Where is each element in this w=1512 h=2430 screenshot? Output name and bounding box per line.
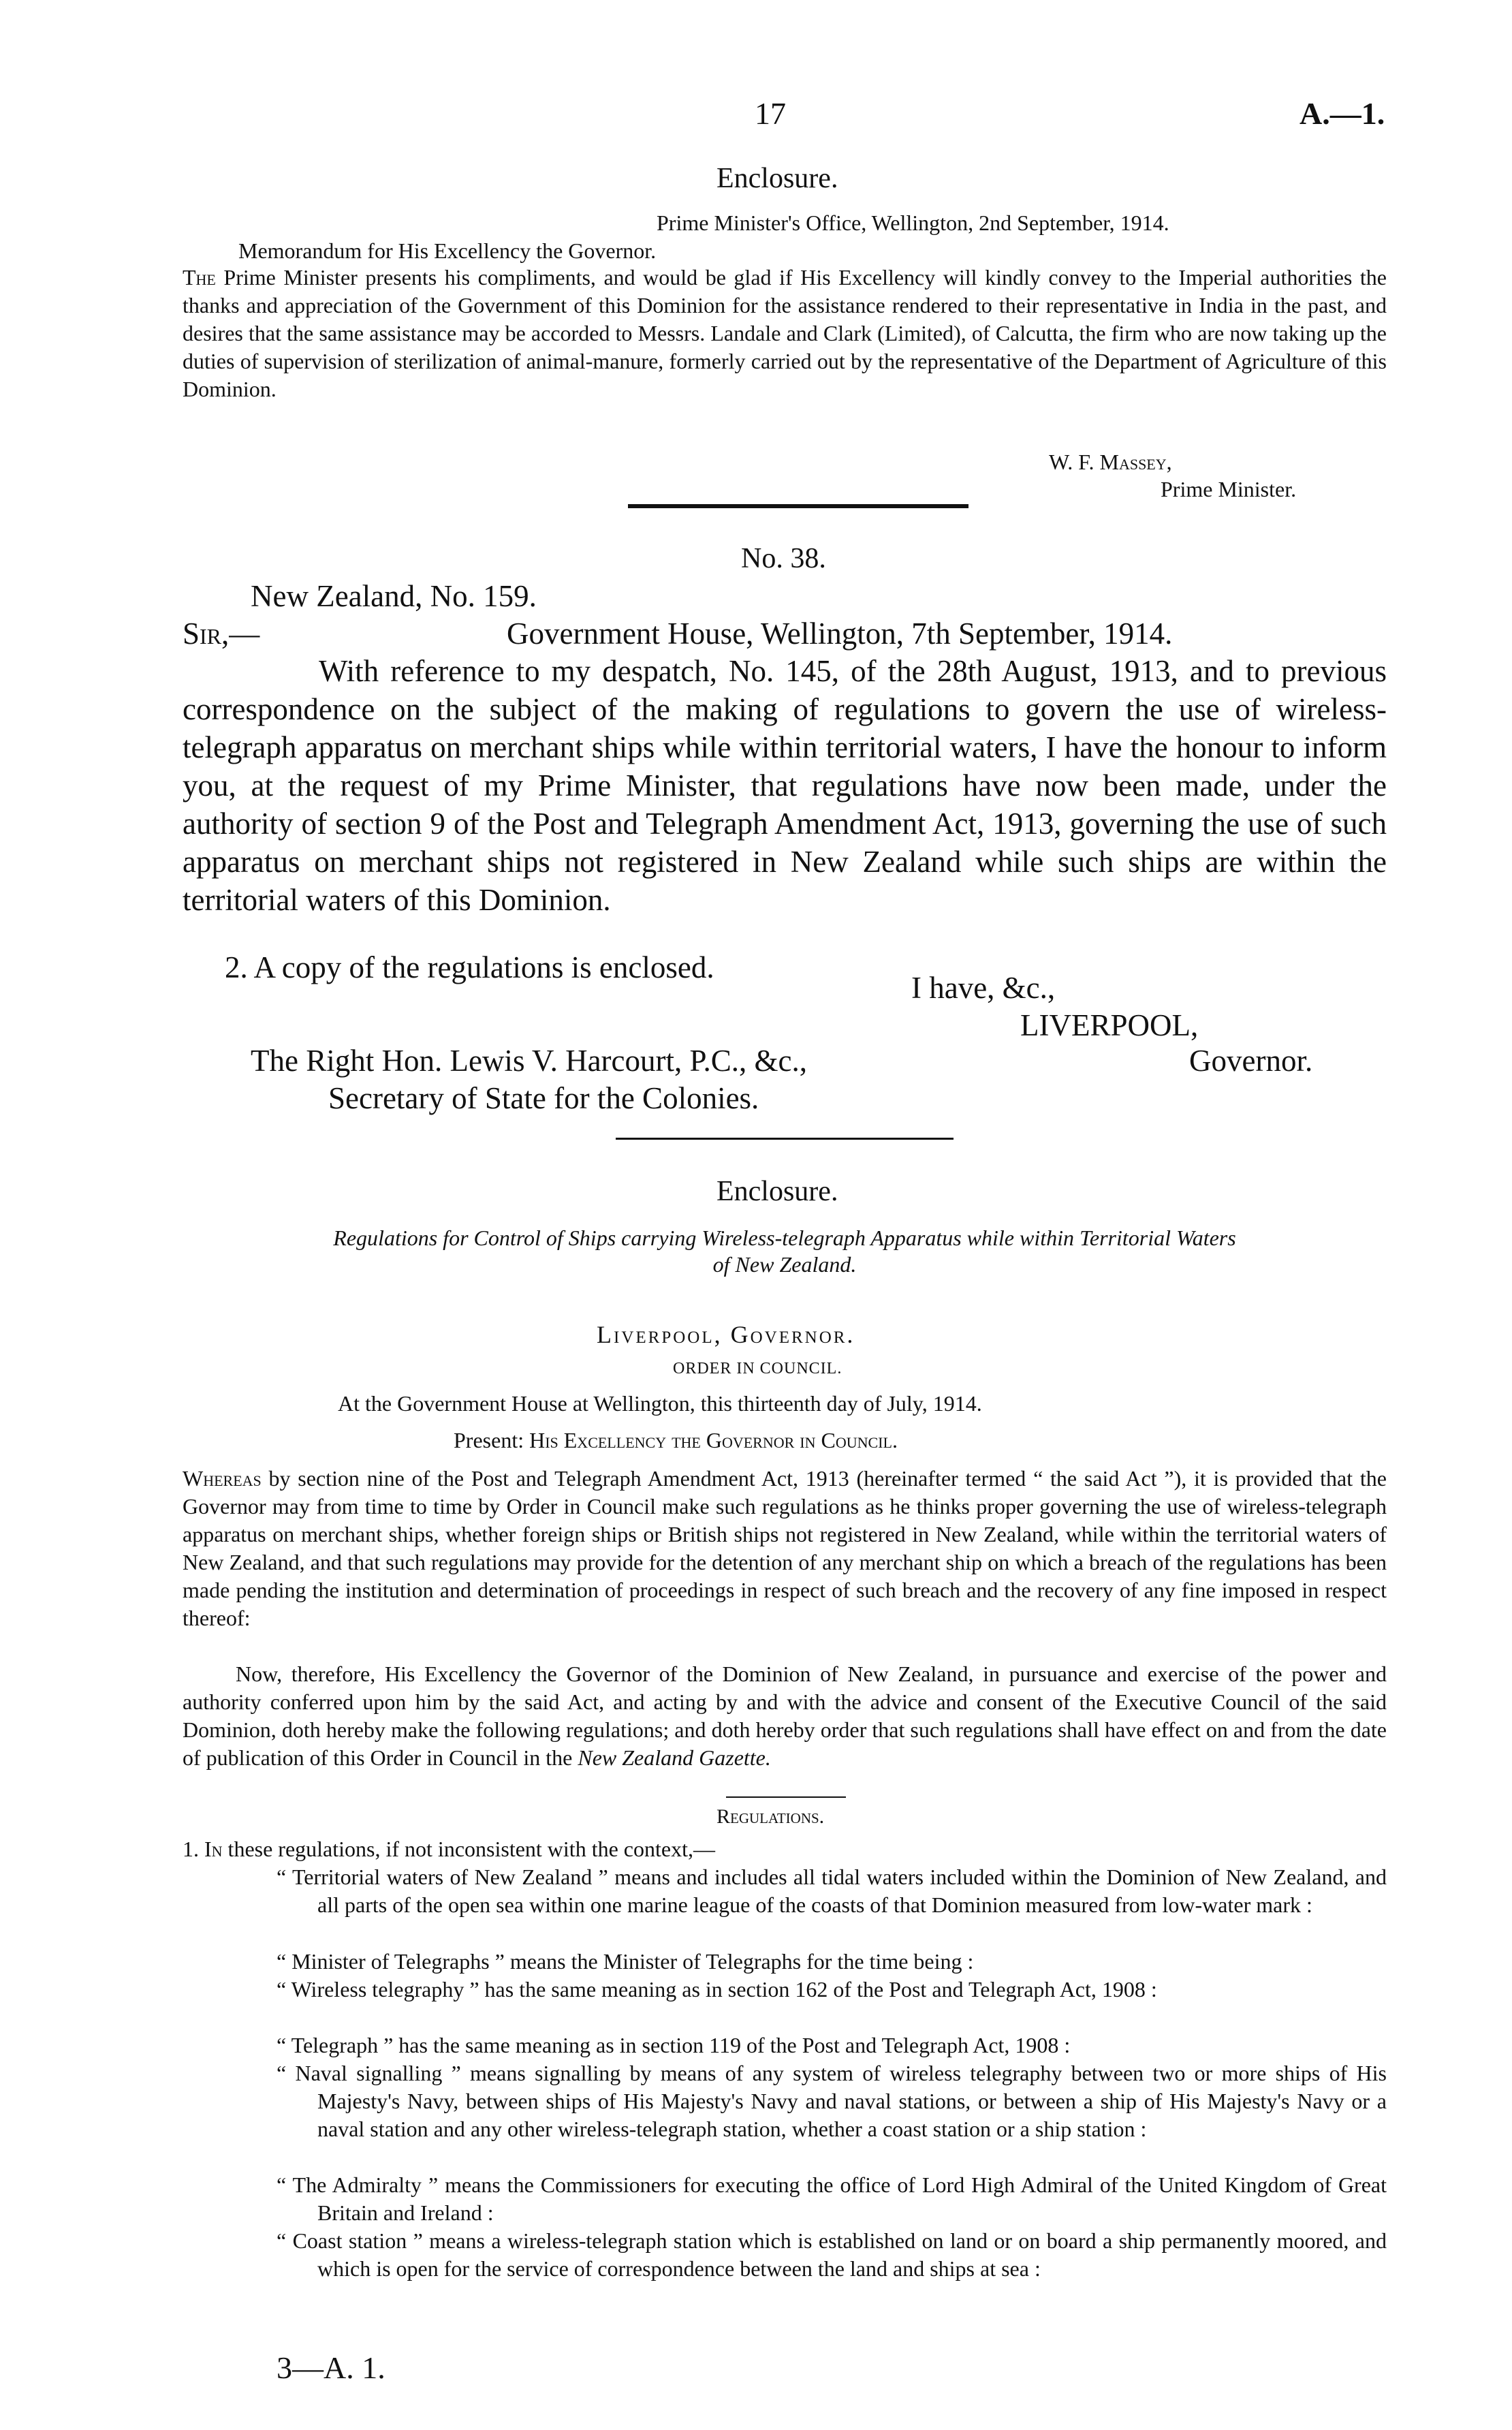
- memo-recipient: Memorandum for His Excellency the Governor.: [238, 238, 657, 263]
- enclosure-title-1: Enclosure.: [716, 163, 838, 194]
- signatory-liverpool: LIVERPOOL,: [1020, 1008, 1199, 1042]
- present-line: [454, 1427, 898, 1454]
- closing-phrase: I have, &c.,: [911, 971, 1056, 1005]
- definition-naval-signalling: “ Naval signalling ” means signalling by means of any system of wireless telegraphy between two or more ships of His Majesty's Navy, between ships of His Majesty's Navy and naval stations, or between a ship of His Majesty's Navy or a naval station and any other wireless-telegraph station, whether a coast station or a ship station :: [277, 2061, 1387, 2141]
- signature-title-prime-minister: Prime Minister.: [1161, 477, 1297, 501]
- enclosure-title-2: Enclosure.: [716, 1176, 838, 1207]
- despatch-number: No. 38.: [741, 543, 826, 574]
- regulation-1-lead: In: [204, 1837, 223, 1861]
- gazette-title: New Zealand Gazette.: [578, 1745, 771, 1770]
- definition-wireless-telegraphy: “ Wireless telegraphy ” has the same meaning as in section 162 of the Post and Telegraph Act, 1908 :: [277, 1977, 1157, 2001]
- regulation-1-intro: [183, 1835, 715, 1863]
- definition-the-admiralty: “ The Admiralty ” means the Commissioners for executing the office of Lord High Admiral of the United Kingdom of Great Britain and Ireland :: [277, 2172, 1387, 2225]
- governor-heading: Liverpool, Governor.: [597, 1321, 855, 1348]
- regulations-subtitle-text-2: of New Zealand.: [712, 1252, 857, 1277]
- section-divider-1: [628, 504, 968, 508]
- venue-line: At the Government House at Wellington, this thirteenth day of July, 1914.: [338, 1391, 982, 1416]
- salutation: Sir,—: [183, 617, 260, 651]
- order-in-council-heading: ORDER IN COUNCIL.: [673, 1360, 842, 1377]
- whereas-lead: Whereas: [183, 1466, 262, 1491]
- definition-coast-station: “ Coast station ” means a wireless-telegraph station which is established on land or on board a ship permanently moored, and which is open for the service of correspondence between the land and ships at sea :: [277, 2228, 1387, 2281]
- nz-reference: New Zealand, No. 159.: [251, 579, 537, 613]
- despatch-paragraph-1: With reference to my despatch, No. 145, of the 28th August, 1913, and to previous correspondence on the subject of the making of regulations to govern the use of wireless-telegraph apparatus on merchant ships while within territorial waters, I have the honour to inform you, at the request of my Prime Minister, that regulations have now been made, under the authority of section 9 of the Post and Telegraph Amendment Act, 1913, governing the use of such apparatus on merchant ships not registered in New Zealand while such ships are within the territorial waters of this Dominion.: [183, 654, 1387, 917]
- regulations-subtitle-line-1: [183, 1224, 1387, 1252]
- section-divider-2: [616, 1138, 954, 1140]
- definition-territorial-waters: “ Territorial waters of New Zealand ” means and includes all tidal waters included within the Dominion of New Zealand, and all parts of the open sea within one marine league of the coasts of that Dominion measured from low-water mark :: [277, 1865, 1387, 1917]
- place-date: Government House, Wellington, 7th September, 1914.: [507, 617, 1173, 651]
- memo-body-lead: The: [183, 265, 216, 290]
- definition-minister-of-telegraphs: “ Minister of Telegraphs ” means the Minister of Telegraphs for the time being :: [277, 1949, 974, 1974]
- whereas-text: by section nine of the Post and Telegraph Amendment Act, 1913 (hereinafter termed “ the said Act ”), it is provided that the Governor may from time to time by Order in Council make such regulations as he thinks proper governing the use of wireless-telegraph apparatus on merchant ships, whether foreign ships or British ships not registered in New Zealand, while within the territorial waters of New Zealand, and that such regulations may provide for the detention of any merchant ship on which a breach of the regulations has been made pending the institution and determination of proceedings in respect of such breach and the recovery of any fine imposed in respect thereof:: [183, 1466, 1387, 1630]
- now-therefore-paragraph: [183, 1660, 1387, 1772]
- regulations-subtitle-line-2: [183, 1251, 1387, 1279]
- whereas-paragraph: [183, 1465, 1387, 1632]
- page-number: 17: [755, 96, 786, 131]
- present-value: His Excellency the Governor in Council.: [529, 1428, 898, 1452]
- section-divider-3: [726, 1796, 846, 1798]
- definition-telegraph: “ Telegraph ” has the same meaning as in section 119 of the Post and Telegraph Act, 1908 :: [277, 2033, 1071, 2057]
- regulation-1-intro-text: these regulations, if not inconsistent with the context,—: [227, 1837, 715, 1861]
- despatch-paragraph-2: 2. A copy of the regulations is enclosed.: [225, 950, 714, 984]
- office-date-line: Prime Minister's Office, Wellington, 2nd September, 1914.: [657, 211, 1169, 235]
- memo-body-text: Prime Minister presents his compliments, and would be glad if His Excellency will kindly convey to the Imperial authorities the thanks and appreciation of the Government of this Dominion for the assistance rendered to their representative in India in the past, and desires that the same assistance may be accorded to Messrs. Landale and Clark (Limited), of Calcutta, the firm who are now taking up the duties of supervision of sterilization of animal-manure, formerly carried out by the representative of the Department of Agriculture of this Dominion.: [183, 265, 1387, 401]
- signature-massey: W. F. Massey,: [1049, 450, 1172, 474]
- signatory-title-governor: Governor.: [1189, 1044, 1313, 1078]
- now-therefore-text: Now, therefore, His Excellency the Governor of the Dominion of New Zealand, in pursuance and exercise of the power and authority conferred upon him by the said Act, and acting by and with the advice and consent of the Executive Council of the said Dominion, doth hereby make the following regulations; and doth hereby order that such regulations shall have effect on and from the date of publication of this Order in Council in the: [183, 1662, 1387, 1770]
- signature-mark: 3—A. 1.: [277, 2350, 385, 2385]
- document-reference: A.—1.: [1300, 96, 1385, 131]
- addressee-line-1: The Right Hon. Lewis V. Harcourt, P.C., &c.,: [251, 1044, 808, 1078]
- regulations-heading: Regulations.: [716, 1805, 825, 1828]
- memo-body: [183, 264, 1387, 403]
- regulations-subtitle-text-1: Regulations for Control of Ships carrying Wireless-telegraph Apparatus while within Territorial Waters: [333, 1226, 1236, 1250]
- present-label: Present:: [454, 1428, 524, 1452]
- addressee-line-2: Secretary of State for the Colonies.: [328, 1081, 759, 1115]
- regulation-1-number: 1.: [183, 1837, 199, 1861]
